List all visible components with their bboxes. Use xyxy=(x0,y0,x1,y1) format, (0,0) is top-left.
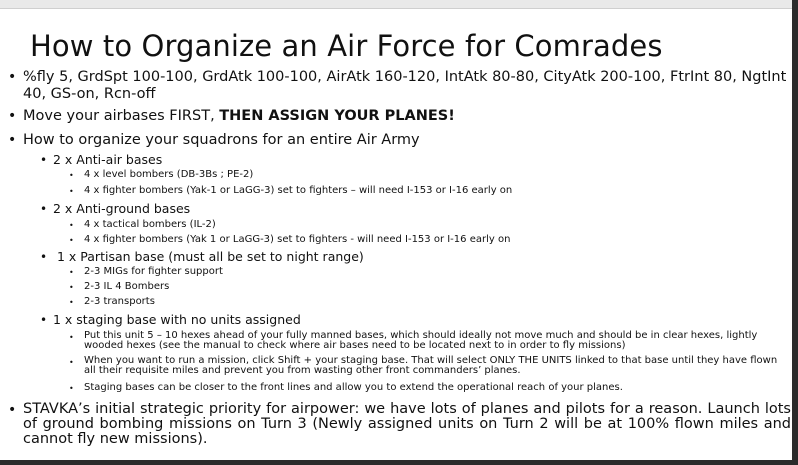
bullet-dot: • xyxy=(69,358,74,367)
fly-settings-line-2: 40, GS-on, Rcn-off xyxy=(23,86,156,102)
bullet-dot: • xyxy=(8,402,17,418)
anti-ground-item-2: 4 x fighter bombers (Yak 1 or LaGG-3) set to fighters - will need I-153 or I-16 early on xyxy=(84,234,511,245)
staging-item-3: Staging bases can be closer to the front lines and allow you to extend the operational reach of your planes. xyxy=(84,382,623,393)
bullet-dot: • xyxy=(40,313,48,327)
bullet-dot: • xyxy=(69,187,74,196)
move-airbases-text xyxy=(23,108,455,124)
bullet-dot: • xyxy=(8,132,17,148)
bullet-dot: • xyxy=(69,221,74,230)
bullet-dot: • xyxy=(69,236,74,245)
bullet-dot: • xyxy=(8,69,17,85)
bottom-frame-edge xyxy=(0,460,798,465)
fly-settings-line-1: %fly 5, GrdSpt 100-100, GrdAtk 100-100, AirAtk 160-120, IntAtk 80-80, CityAtk 200-100, FtrInt 80, NgtInt xyxy=(23,69,787,85)
anti-air-item-2: 4 x fighter bombers (Yak-1 or LaGG-3) set to fighters – will need I-153 or I-16 early on xyxy=(84,185,513,196)
bullet-dot: • xyxy=(69,268,74,277)
bullet-dot: • xyxy=(69,333,74,342)
bullet-dot: • xyxy=(69,384,74,393)
anti-air-label: 2 x Anti-air bases xyxy=(53,152,163,167)
staging-item-2: When you want to run a mission, click Shift + your staging base. That will select ONLY THE UNITS linked to that base until they have flown all their requisite miles and prevent you from wasting other front commanders’ planes. xyxy=(84,355,778,376)
staging-label: 1 x staging base with no units assigned xyxy=(53,312,301,327)
bullet-dot: • xyxy=(40,202,48,216)
bullet-dot: • xyxy=(69,283,74,292)
bullet-dot: • xyxy=(69,298,74,307)
bullet-dot: • xyxy=(40,153,48,167)
move-airbases-emphasis: THEN ASSIGN YOUR PLANES! xyxy=(219,108,455,124)
anti-ground-item-1: 4 x tactical bombers (IL-2) xyxy=(84,219,216,230)
partisan-item-3: 2-3 transports xyxy=(84,296,155,307)
partisan-label: 1 x Partisan base (must all be set to night range) xyxy=(57,249,364,264)
staging-item-1: Put this unit 5 – 10 hexes ahead of your fully manned bases, which should ideally not move much and should be in clear hexes, lightly wooded hexes (see the manual to check where air bases need to be located next to in order to fly missions) xyxy=(84,330,758,351)
anti-air-item-1: 4 x level bombers (DB-3Bs ; PE-2) xyxy=(84,169,254,180)
move-airbases-prefix: Move your airbases FIRST, xyxy=(23,108,220,124)
right-frame-edge xyxy=(792,0,798,465)
partisan-item-2: 2-3 IL 4 Bombers xyxy=(84,281,170,292)
bullet-dot: • xyxy=(40,250,48,264)
partisan-item-1: 2-3 MIGs for fighter support xyxy=(84,266,223,277)
anti-ground-label: 2 x Anti-ground bases xyxy=(53,201,191,216)
slide-title: How to Organize an Air Force for Comrades xyxy=(30,29,663,63)
bullet-dot: • xyxy=(69,171,74,180)
bullet-dot: • xyxy=(8,108,17,124)
stavka-priority-text: STAVKA’s initial strategic priority for airpower: we have lots of planes and pilots for a reason. Launch lots of ground bombing missions on Turn 3 (Newly assigned units on Turn 2 will be at 100% flown miles and cannot fly new missions). xyxy=(23,401,791,447)
organize-heading: How to organize your squadrons for an entire Air Army xyxy=(23,132,420,148)
